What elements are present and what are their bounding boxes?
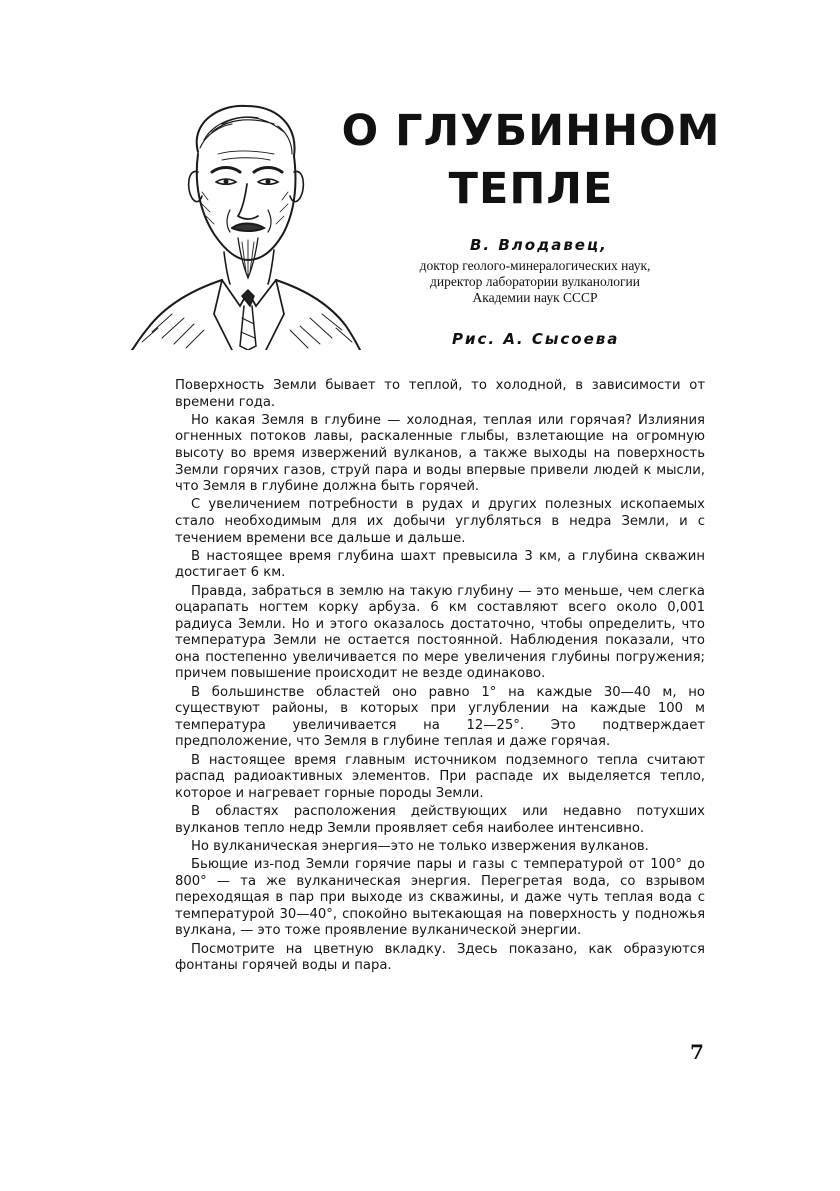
article-body xyxy=(175,378,705,976)
credential-line: Академии наук СССР xyxy=(472,290,598,305)
paragraph: Посмотрите на цветную вкладку. Здесь показано, как образуются фонтаны горячей воды и пара. xyxy=(175,941,705,974)
paragraph: С увеличением потребности в рудах и других полезных ископаемых стало необходимым для их добычи углубляться в недра Земли, и с течением времени все дальше и дальше. xyxy=(175,497,705,546)
article-title-line-1: О ГЛУБИННОМ xyxy=(341,106,721,156)
illustration-credit: Рис. А. Сысоева xyxy=(452,330,620,348)
author-credentials xyxy=(372,258,698,306)
paragraph: Бьющие из-под Земли горячие пары и газы с температурой от 100° до 800° — та же вулканическая энергия. Перегретая вода, со взрывом переходящая в пар при выходе из скважины, и даже чуть теплая вода с температурой 30—40°, спокойно вытекающая на поверхность у подножья вулкана, — это тоже проявление вулканической энергии. xyxy=(175,856,705,939)
page-number: 7 xyxy=(690,1040,704,1064)
paragraph: В большинстве областей оно равно 1° на каждые 30—40 м, но существуют районы, в которых при углублении на каждые 100 м температура увеличивается на 12—25°. Это подтверждает предположение, что Земля в глубине теплая и даже горячая. xyxy=(175,684,705,750)
paragraph: Но вулканическая энергия—это не только извержения вулканов. xyxy=(191,838,649,854)
paragraph: В областях расположения действующих или недавно потухших вулканов тепло недр Земли проявляет себя наиболее интенсивно. xyxy=(175,804,705,836)
paragraph: В настоящее время главным источником подземного тепла считают распад радиоактивных элементов. При распаде их выделяется тепло, которое и нагревает горные породы Земли. xyxy=(175,752,705,801)
paragraph: Но какая Земля в глубине — холодная, теплая или горячая? Излияния огненных потоков лавы, раскаленные глыбы, взлетающие на огромную высоту во время извержений вулканов, а также выходы на поверхность Земли горячих газов, струй пара и воды впервые привели людей к мысли, что Земля в глубине должна быть горячей. xyxy=(175,412,705,495)
credential-line: директор лаборатории вулканологии xyxy=(429,274,641,289)
author-name: В. Влодавец, xyxy=(470,236,608,254)
credential-line: доктор геолого-минералогических наук, xyxy=(419,258,651,273)
paragraph: Правда, забраться в землю на такую глубину — это меньше, чем слегка оцарапать ногтем корку арбуза. 6 км составляют всего около 0,001 радиуса Земли. Но и этого оказалось достаточно, чтобы определить, что температура Земли не остается постоянной. Наблюдения показали, что она постепенно увеличивается по мере увеличения глубины погружения; причем повышение происходит не везде одинаково. xyxy=(175,583,705,682)
article-title-line-2: ТЕПЛЕ xyxy=(448,164,614,214)
paragraph: Поверхность Земли бывает то теплой, то холодной, в зависимости от времени года. xyxy=(175,378,705,410)
paragraph: В настоящее время глубина шахт превысила 3 км, а глубина скважин достигает 6 км. xyxy=(175,548,705,581)
author-portrait-illustration xyxy=(128,92,364,350)
